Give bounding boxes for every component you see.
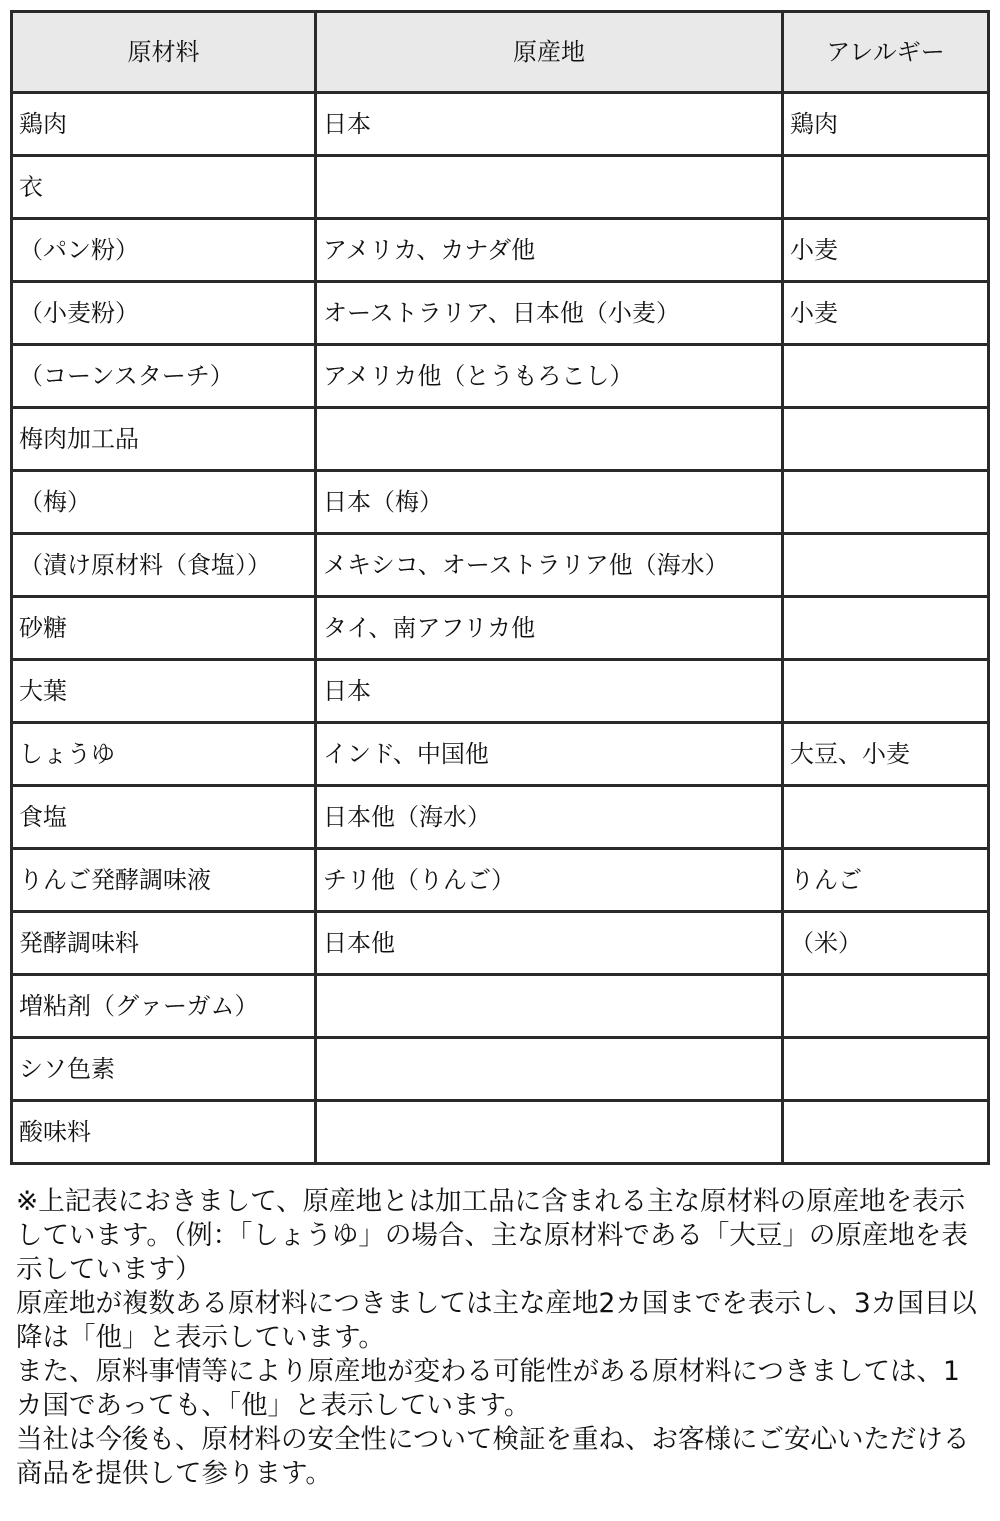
cell-ingredient: 酸味料 <box>12 1101 316 1164</box>
cell-allergen <box>783 975 989 1038</box>
table-row <box>12 93 989 156</box>
cell-allergen <box>783 156 989 219</box>
cell-ingredient: シソ色素 <box>12 1038 316 1101</box>
table-row <box>12 282 989 345</box>
cell-allergen <box>783 1101 989 1164</box>
cell-origin <box>316 975 783 1038</box>
cell-origin: タイ、南アフリカ他 <box>316 597 783 660</box>
cell-ingredient: 衣 <box>12 156 316 219</box>
table-row <box>12 534 989 597</box>
cell-ingredient: （コーンスターチ） <box>12 345 316 408</box>
header-allergen: アレルギー <box>783 12 989 93</box>
cell-allergen: 鶏肉 <box>783 93 989 156</box>
cell-origin: アメリカ他（とうもろこし） <box>316 345 783 408</box>
cell-allergen <box>783 471 989 534</box>
footnotes <box>16 1185 986 1491</box>
table-row <box>12 786 989 849</box>
cell-allergen: 小麦 <box>783 219 989 282</box>
cell-ingredient: （小麦粉） <box>12 282 316 345</box>
cell-ingredient: 砂糖 <box>12 597 316 660</box>
table-row <box>12 660 989 723</box>
cell-ingredient: （漬け原材料（食塩）） <box>12 534 316 597</box>
cell-ingredient: 鶏肉 <box>12 93 316 156</box>
cell-origin: インド、中国他 <box>316 723 783 786</box>
cell-ingredient: 発酵調味料 <box>12 912 316 975</box>
ingredient-origin-table-container <box>10 10 987 1165</box>
cell-origin: 日本 <box>316 660 783 723</box>
table-body <box>12 93 989 1164</box>
footnote-safety-commitment: 当社は今後も、原材料の安全性について検証を重ね、お客様にご安心いただける商品を提供して参ります。 <box>16 1424 970 1489</box>
cell-ingredient: りんご発酵調味液 <box>12 849 316 912</box>
cell-ingredient: 増粘剤（グァーガム） <box>12 975 316 1038</box>
cell-ingredient: （梅） <box>12 471 316 534</box>
table-row <box>12 1101 989 1164</box>
table-row <box>12 408 989 471</box>
cell-origin: チリ他（りんご） <box>316 849 783 912</box>
table-row <box>12 156 989 219</box>
cell-ingredient: 大葉 <box>12 660 316 723</box>
footnote-multiple-origins: 原産地が複数ある原材料につきましては主な産地2カ国までを表示し、3カ国目以降は「他」と表示しています。 <box>16 1288 977 1353</box>
cell-allergen <box>783 1038 989 1101</box>
table-row <box>12 975 989 1038</box>
cell-ingredient: 梅肉加工品 <box>12 408 316 471</box>
table-row <box>12 345 989 408</box>
cell-origin <box>316 156 783 219</box>
cell-ingredient: しょうゆ <box>12 723 316 786</box>
table-row <box>12 1038 989 1101</box>
cell-allergen: りんご <box>783 849 989 912</box>
cell-origin <box>316 1038 783 1101</box>
cell-allergen <box>783 408 989 471</box>
cell-allergen: 小麦 <box>783 282 989 345</box>
header-ingredient: 原材料 <box>12 12 316 93</box>
cell-allergen <box>783 597 989 660</box>
cell-allergen <box>783 345 989 408</box>
table-row <box>12 912 989 975</box>
cell-ingredient: （パン粉） <box>12 219 316 282</box>
cell-origin: 日本他（海水） <box>316 786 783 849</box>
cell-origin: アメリカ、カナダ他 <box>316 219 783 282</box>
cell-allergen <box>783 786 989 849</box>
cell-origin: 日本他 <box>316 912 783 975</box>
cell-origin <box>316 408 783 471</box>
ingredient-origin-table <box>10 10 990 1165</box>
table-row <box>12 219 989 282</box>
cell-origin: オーストラリア、日本他（小麦） <box>316 282 783 345</box>
cell-origin: メキシコ、オーストラリア他（海水） <box>316 534 783 597</box>
table-row <box>12 597 989 660</box>
table-row <box>12 471 989 534</box>
header-origin: 原産地 <box>316 12 783 93</box>
table-header-row <box>12 12 989 93</box>
cell-allergen <box>783 660 989 723</box>
cell-allergen <box>783 534 989 597</box>
cell-allergen: （米） <box>783 912 989 975</box>
cell-allergen: 大豆、小麦 <box>783 723 989 786</box>
table-row <box>12 723 989 786</box>
footnote-origin-may-change: また、原料事情等により原産地が変わる可能性がある原材料につきましては、1カ国であっても、「他」と表示しています。 <box>16 1356 960 1421</box>
cell-origin <box>316 1101 783 1164</box>
cell-ingredient: 食塩 <box>12 786 316 849</box>
cell-origin: 日本（梅） <box>316 471 783 534</box>
cell-origin: 日本 <box>316 93 783 156</box>
footnote-origin-definition: ※上記表におきまして、原産地とは加工品に含まれる主な原材料の原産地を表示しています。（例：「しょうゆ」の場合、主な原材料である「大豆」の原産地を表示しています） <box>16 1186 968 1285</box>
table-row <box>12 849 989 912</box>
